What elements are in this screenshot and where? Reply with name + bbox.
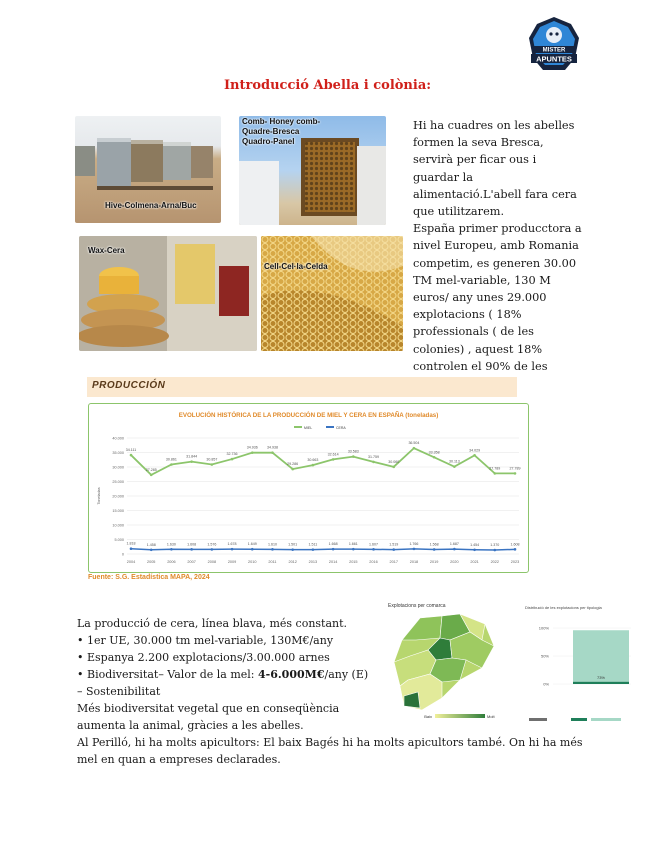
summary-line-5: – Sostenibilitat <box>77 685 161 698</box>
mini-legend-swatch-2 <box>571 718 587 721</box>
data-label-cera: 1.607 <box>369 542 379 547</box>
data-point-miel <box>433 456 436 459</box>
y-tick-label: 10.000 <box>112 523 124 528</box>
data-label-miel: 30.861 <box>165 457 177 462</box>
data-point-miel <box>372 461 375 464</box>
data-label-cera: 1.370 <box>490 543 500 548</box>
page-title: Introducció Abella i colònia: <box>223 78 432 93</box>
map-legend-min: Baix <box>424 714 432 719</box>
x-tick-label: 2005 <box>146 560 156 564</box>
logo-line2: APUNTES <box>536 54 572 64</box>
mini-chart-title: Distribució de les explotacions per tipologia <box>525 605 602 610</box>
data-point-miel <box>453 465 456 468</box>
intro-paragraph-2: España primer producctora a nivel Europeu, amb Romania competim, es generen 30.00 TM mel-variable, 130 M euros/ any unes 29.000 explotacions ( 18% professionals ( de les colonies) , aquest 18% controlen el 90% de les <box>413 222 582 373</box>
data-point-miel <box>291 468 294 471</box>
data-point-cera <box>170 548 173 551</box>
data-point-miel <box>473 454 476 457</box>
typology-chart <box>525 612 635 727</box>
data-point-cera <box>332 548 335 551</box>
data-label-miel: 27.789 <box>489 466 501 471</box>
data-label-cera: 1.687 <box>449 542 459 547</box>
x-tick-label: 2004 <box>126 560 136 564</box>
mini-y-tick: 50% <box>540 653 549 659</box>
data-point-cera <box>352 548 355 551</box>
hive-caption: Hive-Colmena-Arna/Buc <box>105 201 197 210</box>
y-tick-label: 20.000 <box>112 494 124 499</box>
summary-text <box>77 615 597 768</box>
x-tick-label: 2018 <box>409 560 419 564</box>
x-tick-label: 2010 <box>248 560 257 564</box>
honeycomb-caption-line2: Quadre-Bresca <box>242 127 300 136</box>
data-label-miel: 30.857 <box>206 457 218 462</box>
data-label-miel: 34.029 <box>469 448 481 453</box>
data-label-cera: 1.608 <box>510 542 520 547</box>
logo-line1: MISTER <box>542 47 566 54</box>
data-label-miel: 27.789 <box>509 466 521 471</box>
data-point-miel <box>392 466 395 469</box>
data-label-cera: 1.668 <box>328 542 338 547</box>
x-tick-label: 2017 <box>389 560 398 564</box>
production-chart-svg <box>89 404 528 572</box>
data-point-cera <box>291 548 294 551</box>
data-point-cera <box>392 548 395 551</box>
data-label-cera: 1.608 <box>187 542 197 547</box>
intro-text <box>413 117 583 392</box>
x-tick-label: 2006 <box>167 560 176 564</box>
data-label-miel: 33.358 <box>428 450 440 455</box>
wax-caption: Wax-Cera <box>88 246 125 255</box>
mini-y-tick: 100% <box>538 625 549 631</box>
mini-bar-segment-dark <box>573 682 629 684</box>
data-label-cera: 1.511 <box>308 542 318 547</box>
summary-line-9: mel en quan a empreses declarades. <box>77 753 281 766</box>
data-label-cera: 1.649 <box>247 542 257 547</box>
summary-line-4 <box>77 666 597 683</box>
mini-y-tick: 0% <box>543 681 549 687</box>
data-point-miel <box>130 454 133 457</box>
section-header-text: PRODUCCIÓN <box>92 380 166 391</box>
data-label-miel: 34.938 <box>266 445 278 450</box>
data-label-miel: 32.614 <box>327 452 339 457</box>
x-tick-label: 2023 <box>510 560 520 564</box>
x-tick-label: 2011 <box>268 560 277 564</box>
data-label-cera: 1.766 <box>409 541 419 546</box>
data-label-miel: 30.060 <box>388 459 400 464</box>
honeycomb-caption-line1: Comb- Honey comb- <box>242 117 321 126</box>
data-label-miel: 36.504 <box>408 441 420 446</box>
summary-line-1: La producció de cera, línea blava, més constant. <box>77 617 348 630</box>
y-tick-label: 30.000 <box>112 465 124 470</box>
data-label-cera: 1.818 <box>126 541 136 546</box>
y-tick-label: 25.000 <box>112 480 124 484</box>
y-axis-label: Toneladas <box>97 487 101 505</box>
data-point-cera <box>473 548 476 551</box>
data-point-cera <box>190 548 193 551</box>
chart-source: Fuente: S.G. Estadística MAPA, 2024 <box>88 574 210 581</box>
summary-line-2: • 1er UE, 30.000 tm mel-variable, 130M€/any <box>77 634 334 647</box>
x-tick-label: 2021 <box>470 560 479 564</box>
cell-photo <box>261 236 403 351</box>
y-tick-label: 40.000 <box>112 436 124 441</box>
data-point-cera <box>211 548 214 551</box>
x-tick-label: 2013 <box>308 560 318 564</box>
data-point-miel <box>352 455 355 458</box>
summary-line-4-suffix: /any (E) <box>324 668 369 681</box>
summary-line-7: aumenta la animal, gràcies a les abelles. <box>77 719 304 732</box>
data-point-miel <box>271 451 274 454</box>
mister-apuntes-logo <box>523 14 585 76</box>
legend-label-cera: CERA <box>336 426 346 430</box>
data-label-cera: 1.576 <box>207 542 217 547</box>
data-point-cera <box>130 547 133 550</box>
data-point-cera <box>312 548 315 551</box>
data-label-cera: 1.454 <box>470 542 480 547</box>
data-label-miel: 31.844 <box>186 454 198 459</box>
data-point-miel <box>211 463 214 466</box>
x-tick-label: 2007 <box>187 560 196 564</box>
honeycomb-caption <box>242 117 320 147</box>
summary-line-6: Més biodiversitat vegetal que en conseqüència <box>77 702 340 715</box>
data-point-miel <box>514 472 517 475</box>
data-label-cera: 1.661 <box>348 542 358 547</box>
x-tick-label: 2014 <box>328 560 338 564</box>
data-label-miel: 33.583 <box>347 449 359 454</box>
data-point-cera <box>514 548 517 551</box>
honeycomb-caption-line3: Quadro-Panel <box>242 137 295 146</box>
data-point-cera <box>493 549 496 552</box>
x-tick-label: 2016 <box>369 560 378 564</box>
data-label-cera: 1.458 <box>146 542 156 547</box>
x-tick-label: 2015 <box>349 560 358 564</box>
data-label-miel: 32.736 <box>226 452 238 457</box>
section-header-bar <box>87 377 517 397</box>
y-tick-label: 35.000 <box>112 451 124 455</box>
summary-line-4-bold: 4-6.000M€ <box>257 668 325 681</box>
intro-paragraph-1: Hi ha cuadres on les abelles formen la seva Bresca, servirà per ficar ous i guardar la alimentació.L'abell fara cera que utilitzarem. <box>413 119 577 219</box>
cell-caption: Cell-Cel·la-Celda <box>264 262 328 271</box>
data-label-miel: 34.936 <box>246 445 258 450</box>
x-tick-label: 2009 <box>227 560 237 564</box>
data-label-cera: 1.519 <box>389 542 399 547</box>
data-label-miel: 34.111 <box>125 448 137 453</box>
mini-legend-swatch-1 <box>529 718 547 721</box>
summary-line-3: • Espanya 2.200 explotacions/3.00.000 arnes <box>77 651 330 664</box>
data-point-miel <box>190 460 193 463</box>
x-tick-label: 2019 <box>429 560 439 564</box>
data-point-cera <box>271 548 274 551</box>
x-tick-label: 2012 <box>288 560 297 564</box>
y-tick-label: 5.000 <box>114 538 124 542</box>
data-label-miel: 30.663 <box>307 458 319 463</box>
mini-bar-label: 73% <box>596 674 606 680</box>
data-point-miel <box>251 451 254 454</box>
data-label-cera: 1.630 <box>166 542 176 547</box>
data-label-cera: 1.610 <box>267 542 277 547</box>
summary-line-4-prefix: • Biodiversitat– Valor de la mel: <box>77 668 258 681</box>
legend-label-miel: MIEL <box>304 426 313 430</box>
data-point-cera <box>251 548 254 551</box>
data-label-cera: 1.568 <box>429 542 439 547</box>
data-point-miel <box>493 472 496 475</box>
data-label-miel: 31.759 <box>368 454 380 459</box>
data-point-cera <box>231 548 234 551</box>
catalonia-map <box>390 610 500 722</box>
data-point-cera <box>453 548 456 551</box>
x-tick-label: 2008 <box>207 560 217 564</box>
map-legend-max: Molt <box>487 714 495 719</box>
x-tick-label: 2022 <box>490 560 500 564</box>
production-chart <box>88 403 529 573</box>
data-point-miel <box>312 464 315 467</box>
x-tick-label: 2020 <box>450 560 459 564</box>
y-tick-label: 15.000 <box>112 509 124 513</box>
chart-title: EVOLUCIÓN HISTÓRICA DE LA PRODUCCIÓN DE MIEL Y CERA EN ESPAÑA (toneladas) <box>178 412 439 419</box>
data-point-cera <box>150 548 153 551</box>
data-label-miel: 29.286 <box>287 462 299 467</box>
data-label-miel: 27.285 <box>145 467 157 472</box>
data-point-cera <box>372 548 375 551</box>
summary-line-8: Al Perilló, hi ha molts apicultors: El baix Bagés hi ha molts apicultors també. On hi ha més <box>77 736 583 749</box>
data-point-cera <box>413 548 416 551</box>
y-tick-label: 0 <box>121 552 124 557</box>
series-line-cera <box>131 549 515 550</box>
data-point-miel <box>170 463 173 466</box>
data-point-miel <box>413 447 416 450</box>
data-label-cera: 1.678 <box>227 542 237 547</box>
data-point-miel <box>332 458 335 461</box>
data-point-miel <box>150 474 153 477</box>
map-title: Explotacions per comarca <box>388 603 446 609</box>
data-label-cera: 1.501 <box>288 542 298 547</box>
mini-legend-swatch-3 <box>591 718 621 721</box>
data-label-miel: 30.113 <box>449 459 460 464</box>
data-point-cera <box>433 548 436 551</box>
data-point-miel <box>231 458 234 461</box>
